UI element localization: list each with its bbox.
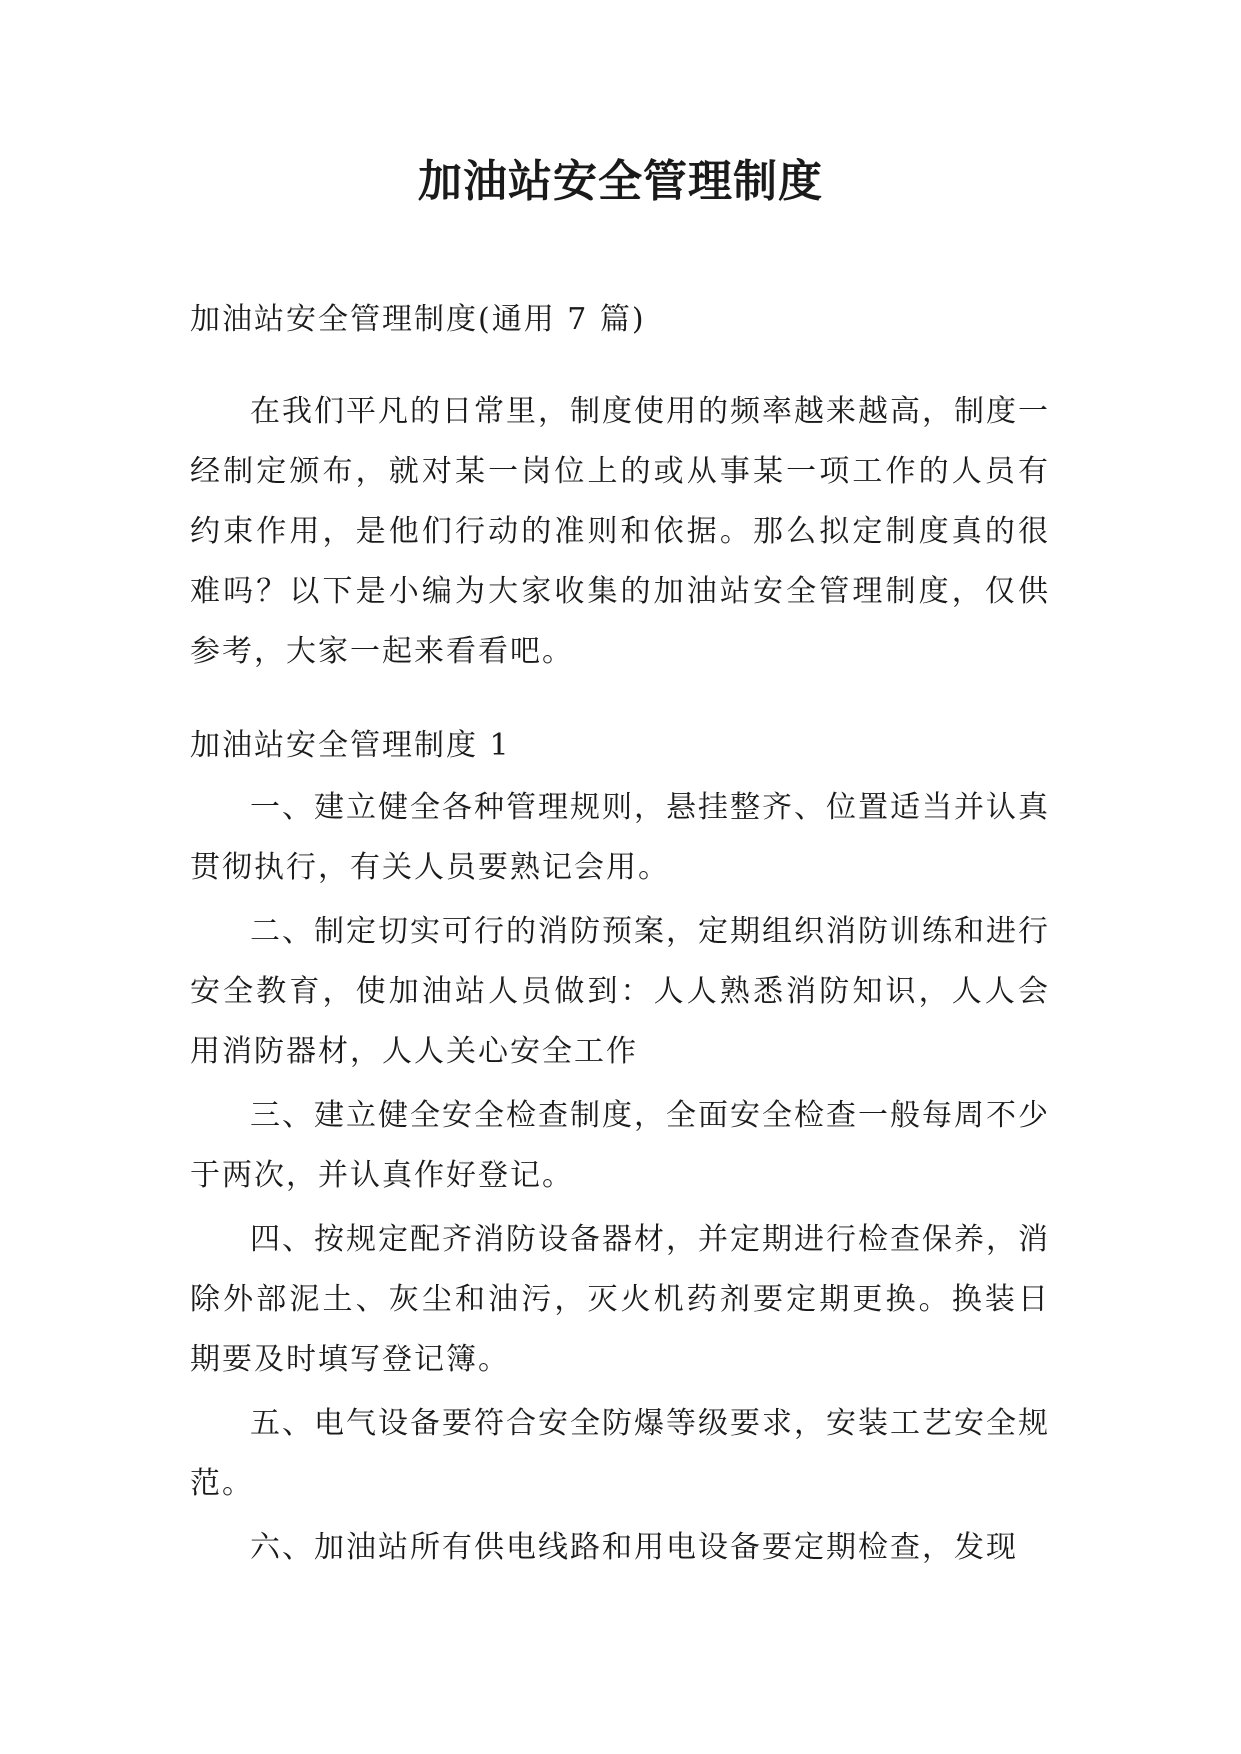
intro-paragraph: 在我们平凡的日常里，制度使用的频率越来越高，制度一经制定颁布，就对某一岗位上的或从事某一项工作的人员有约束作用，是他们行动的准则和依据。那么拟定制度真的很难吗？以下是小编为大家收集的加油站安全管理制度，仅供参考，大家一起来看看吧。 <box>190 394 1050 669</box>
rule-item-3: 三、建立健全安全检查制度，全面安全检查一般每周不少于两次，并认真作好登记。 <box>190 1098 1050 1193</box>
section-heading: 加油站安全管理制度 1 <box>190 728 511 763</box>
rule-item-4: 四、按规定配齐消防设备器材，并定期进行检查保养，消除外部泥土、灰尘和油污，灭火机药剂要定期更换。换装日期要及时填写登记簿。 <box>190 1222 1050 1377</box>
document-body <box>190 290 1050 1582</box>
document-title: 加油站安全管理制度 <box>418 156 823 207</box>
rule-item-1: 一、建立健全各种管理规则，悬挂整齐、位置适当并认真贯彻执行，有关人员要熟记会用。 <box>190 790 1050 885</box>
rule-item-6: 六、加油站所有供电线路和用电设备要定期检查，发现 <box>250 1530 1018 1565</box>
rule-item-2: 二、制定切实可行的消防预案，定期组织消防训练和进行安全教育，使加油站人员做到：人人熟悉消防知识，人人会用消防器材，人人关心安全工作 <box>190 914 1050 1069</box>
document-subtitle: 加油站安全管理制度(通用 7 篇) <box>190 302 646 337</box>
rule-item-5: 五、电气设备要符合安全防爆等级要求，安装工艺安全规范。 <box>190 1406 1050 1501</box>
